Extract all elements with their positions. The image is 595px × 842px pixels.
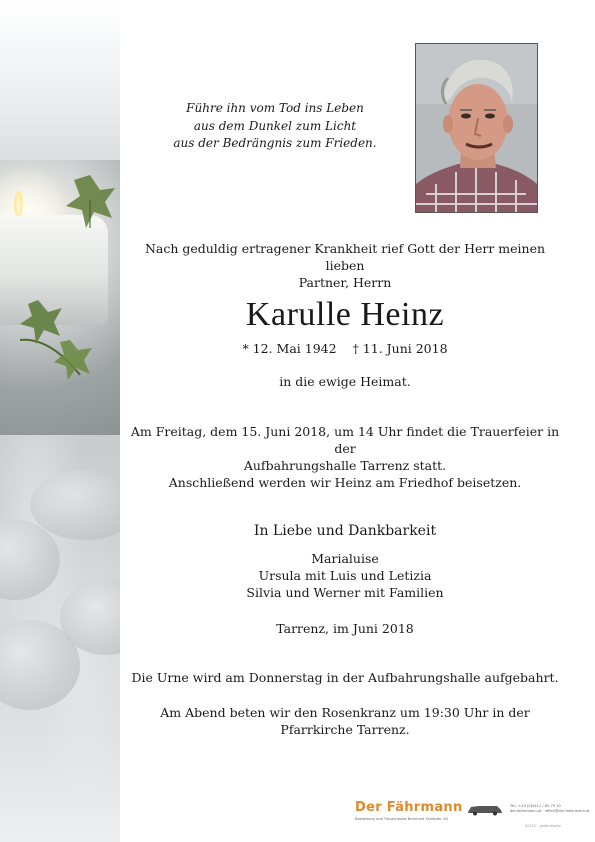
mourners-title: In Liebe und Dankbarkeit	[253, 523, 437, 539]
mourner-name: Marialuise	[311, 551, 379, 566]
deceased-name: Karulle Heinz	[245, 296, 445, 333]
place-and-date: Tarrenz, im Juni 2018	[276, 621, 414, 636]
ivy-leaf-icon	[60, 170, 120, 240]
ivy-vine-icon	[20, 280, 100, 390]
hearse-icon	[467, 802, 503, 816]
mourners-list	[130, 550, 560, 601]
contact-phone: Tel.: +43 (0)5412 / 65 79 10	[510, 804, 561, 808]
contact-web: der-faehrmann.at · office@der-faehrmann.at	[510, 809, 590, 813]
rosary-line: Pfarrkirche Tarrenz.	[280, 722, 410, 737]
death-date: † 11. Juni 2018	[352, 341, 448, 356]
portrait-illustration	[416, 44, 537, 212]
urn-notice: Die Urne wird am Donnerstag in der Aufbahrungshalle aufgebahrt.	[131, 670, 559, 685]
decorative-candle-image	[0, 0, 120, 842]
funeral-home-footer	[355, 800, 590, 830]
rosary-line: Am Abend beten wir den Rosenkranz um 19:30 Uhr in der	[160, 705, 530, 720]
funeral-line: Anschließend werden wir Heinz am Friedhof beisetzen.	[168, 475, 522, 490]
bible-quote	[150, 100, 400, 153]
rosary-notice	[130, 704, 560, 738]
intro-line: Nach geduldig ertragener Krankheit rief Gott der Herr meinen lieben	[144, 241, 546, 273]
candle-flame-icon	[14, 190, 23, 216]
announcement-intro	[130, 240, 560, 291]
funeral-details	[130, 423, 560, 491]
portrait-photo	[415, 43, 538, 213]
funeral-home-tagline: Bestattung und Trauerrituale Bernhard Schöpfer OG	[355, 817, 449, 821]
reference-code: 00152 · gedenkseite	[525, 824, 561, 828]
funeral-home-contact	[510, 804, 590, 814]
quote-line: aus dem Dunkel zum Licht	[193, 118, 357, 133]
intro-line: Partner, Herrn	[298, 275, 392, 290]
funeral-line: Am Freitag, dem 15. Juni 2018, um 14 Uhr findet die Trauerfeier in der	[130, 424, 560, 456]
mourner-name: Ursula mit Luis und Letizia	[258, 568, 432, 583]
birth-date: * 12. Mai 1942	[242, 341, 337, 356]
quote-line: Führe ihn vom Tod ins Leben	[186, 101, 364, 115]
life-dates	[130, 340, 560, 357]
side-panel-top-band	[0, 0, 120, 160]
funeral-line: Aufbahrungshalle Tarrenz statt.	[243, 458, 447, 473]
funeral-home-logo: Der Fährmann	[355, 800, 463, 815]
homeward-text: in die ewige Heimat.	[279, 374, 411, 389]
mourner-name: Silvia und Werner mit Familien	[246, 585, 444, 600]
quote-line: aus der Bedrängnis zum Frieden.	[173, 136, 377, 150]
